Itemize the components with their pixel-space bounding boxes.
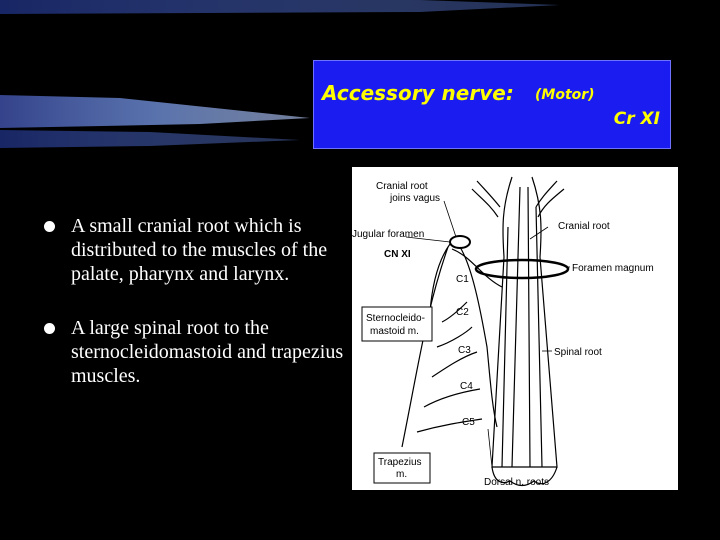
label-jugular-foramen: Jugular foramen: [352, 229, 425, 240]
bullet-item: [44, 316, 350, 388]
bullet-list: [44, 214, 350, 418]
slide-title: Accessory nerve:: [322, 81, 514, 105]
label-cranial-root: Cranial root: [558, 221, 610, 232]
accessory-nerve-diagram: [352, 167, 678, 490]
label-trapezius-2: m.: [396, 469, 408, 480]
cranial-nerve-number: Cr XI: [613, 109, 660, 129]
bullet-dot-icon: [44, 221, 55, 232]
label-c1: C1: [456, 274, 469, 285]
label-spinal-root: Spinal root: [554, 347, 602, 358]
label-c3: C3: [458, 345, 471, 356]
spinal-cord: [472, 177, 564, 486]
foramen-magnum-ring: [476, 260, 568, 278]
label-dorsal-roots: Dorsal n. roots: [484, 477, 550, 488]
bullet-text: A large spinal root to the sternocleidomastoid and trapezius muscles.: [71, 317, 344, 387]
anatomy-figure: [352, 167, 678, 490]
label-trapezius: Trapezius: [378, 457, 422, 468]
bullet-text: A small cranial root which is distributed to the muscles of the palate, pharynx and larynx.: [71, 215, 328, 285]
slide-subtitle: (Motor): [535, 87, 595, 103]
label-cn-xi: CN XI: [384, 249, 411, 260]
label-c2: C2: [456, 307, 469, 318]
bullet-dot-icon: [44, 323, 55, 334]
bullet-item: [44, 214, 350, 286]
jugular-foramen: [450, 236, 470, 248]
label-sternocleidomastoid-2: mastoid m.: [370, 326, 419, 337]
label-c4: C4: [460, 381, 473, 392]
title-box: [313, 60, 671, 149]
label-cranial-root-joins-vagus: Cranial root: [376, 181, 428, 192]
label-c5: C5: [462, 417, 475, 428]
label-cranial-root-joins-vagus-2: joins vagus: [390, 193, 441, 204]
label-foramen-magnum: Foramen magnum: [572, 263, 654, 274]
label-sternocleidomastoid: Sternocleido-: [366, 313, 425, 324]
